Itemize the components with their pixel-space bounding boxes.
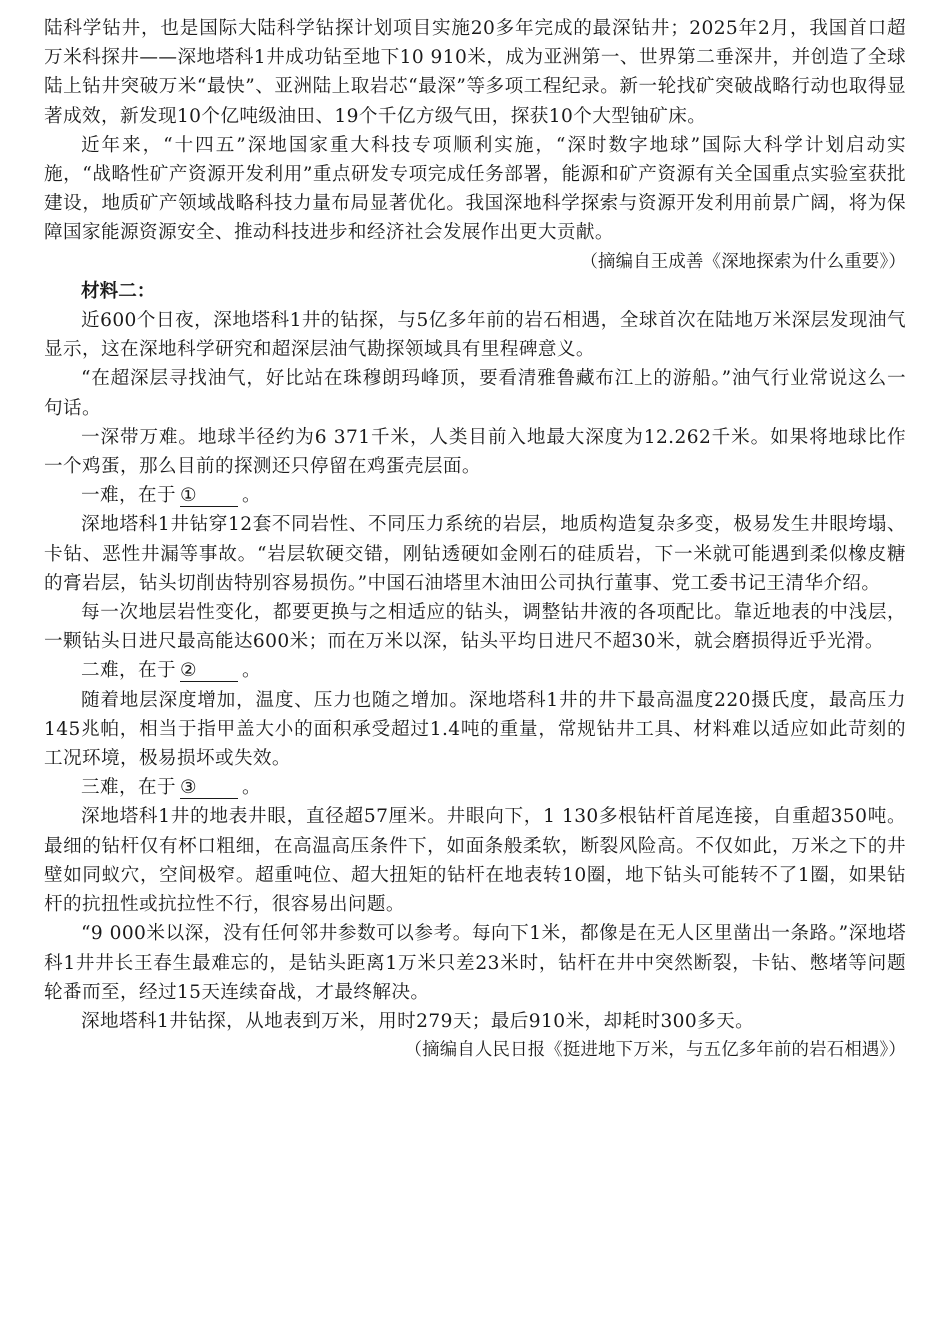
difficulty-three-suffix: 。 (241, 777, 261, 799)
fill-blank-3[interactable]: ③ (180, 778, 238, 799)
difficulty-two-suffix: 。 (241, 660, 261, 682)
material-two-paragraph: 一深带万难。地球半径约为6 371千米，人类目前入地最大深度为12.262千米。如果将地球比作一个鸡蛋，那么目前的探测还只停留在鸡蛋壳层面。 (44, 426, 906, 478)
material-two-source: （摘编自人民日报《挺进地下万米，与五亿多年前的岩石相遇》） (404, 1040, 906, 1061)
material-two-paragraph: 深地塔科1井钻穿12套不同岩性、不同压力系统的岩层，地质构造复杂多变，极易发生井眼垮塌、卡钻、恶性井漏等事故。“岩层软硬交错，刚钻透硬如金刚石的硅质岩，下一米就可能遇到柔似橡皮糖的膏岩层，钻头切削齿特别容易损伤。”中国石油塔里木油田公司执行董事、党工委书记王清华介绍。 (44, 514, 906, 594)
fill-blank-2[interactable]: ② (180, 661, 238, 682)
reading-passage (44, 14, 906, 1065)
material-two-paragraph: 深地塔科1井的地表井眼，直径超57厘米。井眼向下，1 130多根钻杆首尾连接，自重超350吨。最细的钻杆仅有杯口粗细，在高温高压条件下，如面条般柔软，断裂风险高。不仅如此，万米之下的井壁如同蚁穴，空间极窄。超重吨位、超大扭矩的钻杆在地表转10圈，地下钻头可能转不了1圈，如果钻杆的抗扭性或抗拉性不行，很容易出问题。 (44, 806, 906, 916)
difficulty-three-prefix: 三难，在于 (81, 777, 176, 799)
difficulty-two-prefix: 二难，在于 (81, 660, 176, 682)
material-one-paragraph-continued: 陆科学钻井，也是国际大陆科学钻探计划项目实施20多年完成的最深钻井；2025年2月，我国首口超万米科探井——深地塔科1井成功钻至地下10 910米，成为亚洲第一、世界第二垂深井，并创造了全球陆上钻井突破万米“最快”、亚洲陆上取岩芯“最深”等多项工程纪录。新一轮找矿突破战略行动也取得显著成效，新发现10个亿吨级油田、19个千亿方级气田，探获10个大型铀矿床。 (44, 18, 906, 127)
material-two-paragraph: 深地塔科1井钻探，从地表到万米，用时279天；最后910米，却耗时300多天。 (81, 1010, 755, 1032)
difficulty-one-suffix: 。 (241, 485, 261, 507)
material-two-paragraph: 近600个日夜，深地塔科1井的钻探，与5亿多年前的岩石相遇，全球首次在陆地万米深层发现油气显示，这在深地科学研究和超深层油气勘探领域具有里程碑意义。 (44, 310, 906, 361)
material-one-paragraph: 近年来，“十四五”深地国家重大科技专项顺利实施，“深时数字地球”国际大科学计划启动实施，“战略性矿产资源开发利用”重点研发专项完成任务部署，能源和矿产资源有关全国重点实验室获批建设，地质矿产领域战略科技力量布局显著优化。我国深地科学探索与资源开发利用前景广阔，将为保障国家能源资源安全、推动科技进步和经济社会发展作出更大贡献。 (44, 134, 906, 244)
material-two-paragraph: “在超深层寻找油气，好比站在珠穆朗玛峰顶，要看清雅鲁藏布江上的游船。”油气行业常说这么一句话。 (44, 368, 906, 419)
material-two-paragraph: “9 000米以深，没有任何邻井参数可以参考。每向下1米，都像是在无人区里凿出一条路。”深地塔科1井井长王春生最难忘的，是钻头距离1万米只差23米时，钻杆在井中突然断裂，卡钻、憋堵等问题轮番而至，经过15天连续奋战，才最终解决。 (44, 923, 906, 1003)
difficulty-one-line (44, 481, 906, 510)
difficulty-two-line (44, 656, 906, 685)
fill-blank-1[interactable]: ① (180, 486, 238, 507)
difficulty-one-prefix: 一难，在于 (81, 485, 176, 507)
material-two-heading: 材料二： (81, 280, 156, 302)
material-two-paragraph: 随着地层深度增加，温度、压力也随之增加。深地塔科1井的井下最高温度220摄氏度，最高压力145兆帕，相当于指甲盖大小的面积承受超过1.4吨的重量，常规钻井工具、材料难以适应如此苛刻的工况环境，极易损坏或失效。 (44, 689, 906, 770)
material-two-paragraph: 每一次地层岩性变化，都要更换与之相适应的钻头，调整钻井液的各项配比。靠近地表的中浅层，一颗钻头日进尺最高能达600米；而在万米以深，钻头平均日进尺不超30米，就会磨损得近乎光滑。 (44, 602, 906, 653)
material-one-source: （摘编自王成善《深地探索为什么重要》） (580, 251, 906, 272)
difficulty-three-line (44, 773, 906, 802)
